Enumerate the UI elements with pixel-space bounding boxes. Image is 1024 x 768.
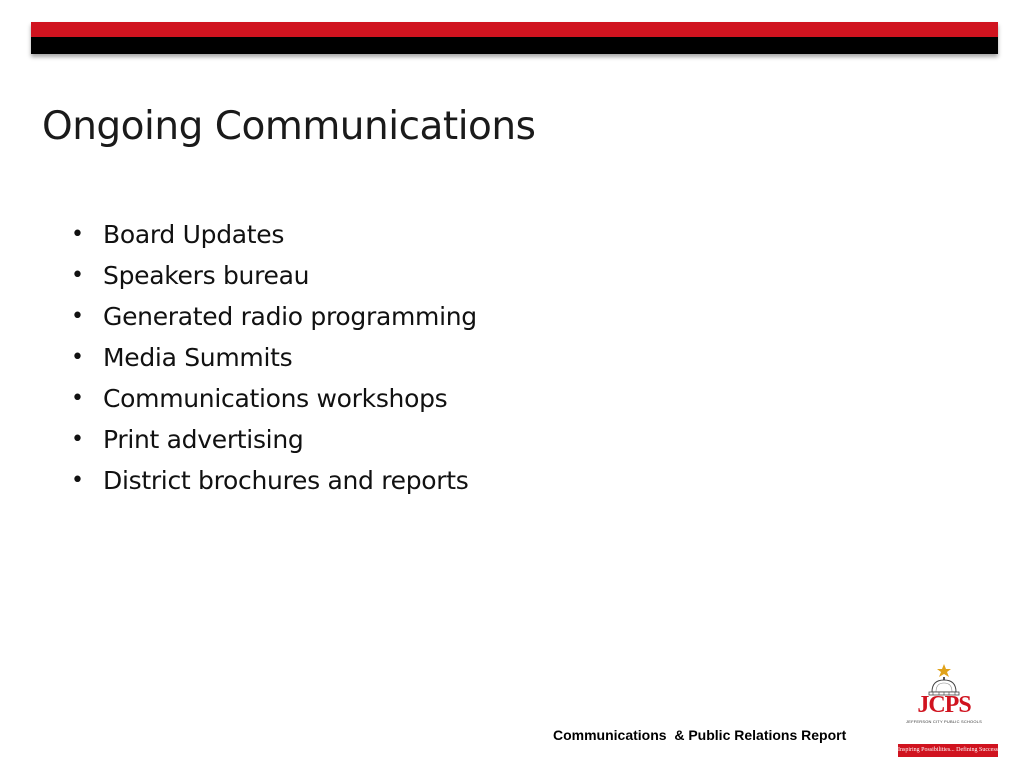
- bullet-icon: •: [71, 345, 84, 370]
- header-bars: [31, 22, 998, 54]
- bullet-text: District brochures and reports: [103, 466, 469, 495]
- bullet-item: [70, 460, 477, 501]
- bullet-icon: •: [71, 222, 84, 247]
- slide-title: Ongoing Communications: [42, 104, 536, 149]
- bullet-icon: •: [71, 427, 84, 452]
- bullet-icon: •: [71, 304, 84, 329]
- bullet-text: Generated radio programming: [103, 302, 477, 331]
- logo-subtitle: JEFFERSON CITY PUBLIC SCHOOLS: [906, 719, 982, 724]
- header-black-bar: [31, 37, 998, 54]
- bullet-text: Speakers bureau: [103, 261, 310, 290]
- bullet-text: Media Summits: [103, 343, 293, 372]
- bullet-item: [70, 378, 477, 419]
- bullet-item: [70, 255, 477, 296]
- header-red-bar: [31, 22, 998, 37]
- logo-tagline: Inspiring Possibilities... Defining Success: [898, 744, 998, 757]
- bullet-list: [70, 214, 477, 501]
- logo-name: JCPS: [917, 692, 971, 718]
- jcps-logo: [896, 662, 1000, 762]
- bullet-item: [70, 214, 477, 255]
- bullet-icon: •: [71, 263, 84, 288]
- bullet-text: Board Updates: [103, 220, 285, 249]
- bullet-text: Communications workshops: [103, 384, 448, 413]
- bullet-item: [70, 419, 477, 460]
- bullet-icon: •: [71, 468, 84, 493]
- bullet-text: Print advertising: [103, 425, 304, 454]
- bullet-item: [70, 296, 477, 337]
- bullet-item: [70, 337, 477, 378]
- bullet-icon: •: [71, 386, 84, 411]
- footer-report-title: Communications & Public Relations Report: [553, 727, 847, 743]
